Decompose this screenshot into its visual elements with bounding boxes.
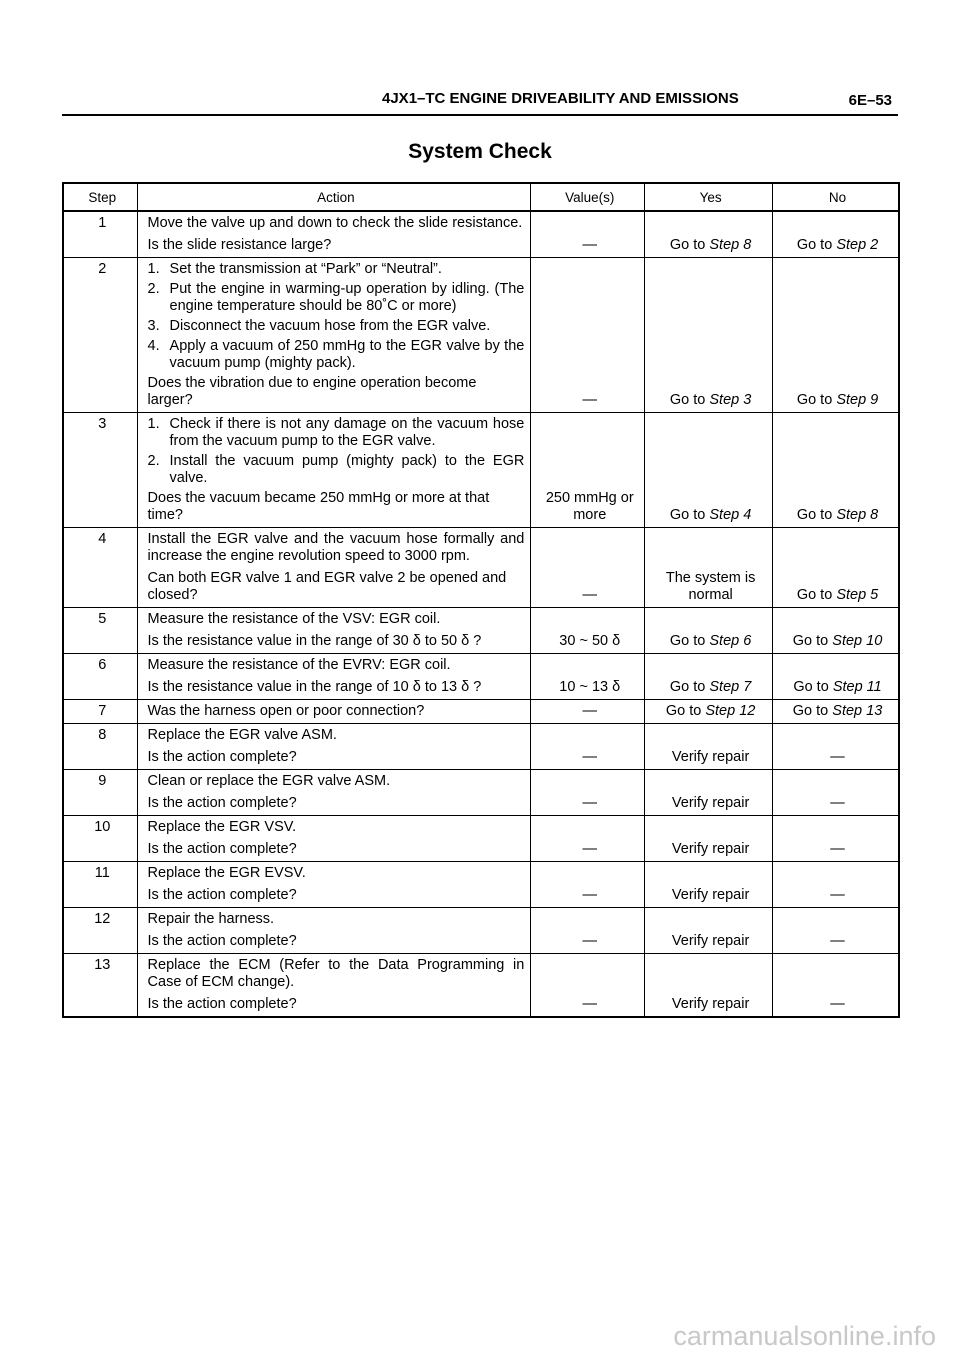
action-list-item [148, 338, 525, 372]
value-cell: — [531, 770, 645, 816]
step-number: 12 [63, 908, 137, 954]
table-row [63, 608, 899, 654]
no-cell [773, 413, 899, 528]
no-cell [773, 528, 899, 608]
list-text: Apply a vacuum of 250 mmHg to the EGR valve by the vacuum pump (mighty pack). [169, 338, 525, 371]
step-number: 7 [63, 700, 137, 724]
step-number: 1 [63, 211, 137, 258]
action-paragraph: Repair the harness. [147, 911, 275, 927]
no-text: Go to [792, 703, 833, 719]
action-cell [137, 908, 531, 954]
table-row [63, 816, 899, 862]
action-question: Is the action complete? [147, 996, 297, 1012]
action-list-item [148, 453, 525, 487]
col-action: Action [137, 183, 531, 211]
yes-text: Go to [669, 237, 710, 253]
table-row [63, 724, 899, 770]
yes-cell [645, 700, 773, 724]
action-question: Does the vibration due to engine operation become larger? [147, 375, 477, 408]
action-list-item [148, 318, 525, 335]
action-question: Does the vacuum became 250 mmHg or more at that time? [147, 490, 490, 523]
yes-text: Go to [669, 633, 710, 649]
header-rule [62, 114, 898, 116]
action-list-item [148, 261, 525, 278]
action-question: Is the slide resistance large? [147, 237, 332, 253]
system-check-table [62, 182, 900, 1018]
no-text: Go to [792, 633, 833, 649]
value-cell: — [531, 724, 645, 770]
page-number: 6E–53 [848, 92, 892, 109]
no-cell [773, 258, 899, 413]
yes-cell [645, 211, 773, 258]
action-cell [137, 211, 531, 258]
no-cell [773, 908, 899, 954]
table-row [63, 654, 899, 700]
page-header [62, 88, 898, 116]
step-number: 3 [63, 413, 137, 528]
step-number: 9 [63, 770, 137, 816]
yes-step-ref: Step 4 [709, 507, 752, 523]
value-cell: — [531, 700, 645, 724]
yes-text: The system is normal [665, 570, 756, 603]
action-question: Is the resistance value in the range of 10 δ to 13 δ ? [147, 679, 482, 695]
list-text: Check if there is not any damage on the vacuum hose from the vacuum pump to the EGR valve. [169, 416, 525, 449]
action-paragraph: Replace the EGR valve ASM. [147, 727, 337, 743]
step-number: 4 [63, 528, 137, 608]
action-cell [137, 816, 531, 862]
action-paragraph: Install the EGR valve and the vacuum hose formally and increase the engine revolution speed to 3000 rpm. [147, 531, 525, 564]
no-cell [773, 211, 899, 258]
no-text: Go to [793, 679, 833, 695]
action-cell [137, 862, 531, 908]
col-step: Step [63, 183, 137, 211]
yes-text: Verify repair [671, 996, 750, 1012]
table-row [63, 770, 899, 816]
value-cell: — [531, 528, 645, 608]
no-step-ref: Step 11 [832, 679, 882, 695]
action-question: Is the action complete? [147, 841, 297, 857]
no-step-ref: Step 9 [836, 392, 879, 408]
yes-step-ref: Step 7 [709, 679, 752, 695]
yes-cell [645, 954, 773, 1018]
table-row [63, 413, 899, 528]
table-row [63, 258, 899, 413]
action-question: Can both EGR valve 1 and EGR valve 2 be opened and closed? [147, 570, 507, 603]
value-cell: — [531, 258, 645, 413]
yes-cell [645, 258, 773, 413]
action-list-item [148, 416, 525, 450]
step-number: 6 [63, 654, 137, 700]
list-text: Set the transmission at “Park” or “Neutral”. [169, 261, 442, 277]
value-cell: 10 ~ 13 δ [531, 654, 645, 700]
yes-cell [645, 608, 773, 654]
list-text: Put the engine in warming-up operation by idling. (The engine temperature should be 80˚C or more) [169, 281, 525, 314]
yes-text: Go to [669, 507, 710, 523]
value-cell: — [531, 954, 645, 1018]
no-step-ref: Step 10 [832, 633, 883, 649]
yes-text: Go to [669, 679, 710, 695]
list-number: 3. [147, 318, 160, 334]
yes-cell [645, 528, 773, 608]
yes-text: Verify repair [671, 841, 750, 857]
action-question: Is the action complete? [147, 795, 297, 811]
no-step-ref: Step 8 [836, 507, 879, 523]
no-cell [773, 700, 899, 724]
no-text: — [830, 996, 845, 1012]
list-number: 2. [147, 281, 160, 297]
value-cell: 250 mmHg or more [531, 413, 645, 528]
action-paragraph: Replace the EGR EVSV. [147, 865, 306, 881]
list-number: 2. [147, 453, 160, 469]
table-row [63, 211, 899, 258]
action-list-item [148, 281, 525, 315]
action-question: Is the resistance value in the range of 30 δ to 50 δ ? [147, 633, 482, 649]
no-cell [773, 862, 899, 908]
action-question: Is the action complete? [147, 933, 297, 949]
yes-step-ref: Step 12 [705, 703, 756, 719]
watermark: carmanualsonline.info [673, 1321, 936, 1351]
no-step-ref: Step 2 [836, 237, 879, 253]
no-text: — [830, 887, 845, 903]
action-cell [137, 954, 531, 1018]
yes-text: Go to [669, 392, 710, 408]
step-number: 13 [63, 954, 137, 1018]
no-cell [773, 816, 899, 862]
step-number: 5 [63, 608, 137, 654]
no-text: — [830, 749, 845, 765]
no-cell [773, 608, 899, 654]
list-text: Install the vacuum pump (mighty pack) to the EGR valve. [169, 453, 525, 486]
step-number: 11 [63, 862, 137, 908]
no-step-ref: Step 13 [832, 703, 883, 719]
col-values: Value(s) [531, 183, 645, 211]
no-text: — [830, 795, 845, 811]
yes-step-ref: Step 8 [709, 237, 752, 253]
value-cell: — [531, 862, 645, 908]
yes-step-ref: Step 6 [709, 633, 752, 649]
yes-cell [645, 908, 773, 954]
table-row [63, 862, 899, 908]
action-paragraph: Measure the resistance of the VSV: EGR coil. [147, 611, 441, 627]
yes-text: Verify repair [671, 795, 750, 811]
page-title: System Check [408, 140, 552, 163]
table-row [63, 700, 899, 724]
header-title: 4JX1–TC ENGINE DRIVEABILITY AND EMISSIONS [382, 90, 739, 107]
action-cell [137, 724, 531, 770]
action-paragraph: Replace the EGR VSV. [147, 819, 297, 835]
no-cell [773, 654, 899, 700]
value-cell: 30 ~ 50 δ [531, 608, 645, 654]
action-paragraph: Measure the resistance of the EVRV: EGR coil. [147, 657, 451, 673]
table-header-row [63, 183, 899, 211]
no-step-ref: Step 5 [836, 587, 879, 603]
no-text: — [830, 841, 845, 857]
table-row [63, 954, 899, 1018]
action-paragraph: Clean or replace the EGR valve ASM. [147, 773, 391, 789]
yes-text: Go to [665, 703, 706, 719]
yes-cell [645, 770, 773, 816]
col-no: No [773, 183, 899, 211]
yes-cell [645, 862, 773, 908]
action-cell [137, 700, 531, 724]
yes-step-ref: Step 3 [709, 392, 752, 408]
step-number: 2 [63, 258, 137, 413]
action-cell [137, 258, 531, 413]
action-cell [137, 413, 531, 528]
action-question: Was the harness open or poor connection? [147, 703, 425, 719]
no-text: Go to [796, 587, 837, 603]
action-paragraph: Replace the ECM (Refer to the Data Programming in Case of ECM change). [147, 957, 525, 990]
no-text: Go to [796, 507, 837, 523]
table-row [63, 908, 899, 954]
value-cell: — [531, 908, 645, 954]
col-yes: Yes [645, 183, 773, 211]
value-cell: — [531, 211, 645, 258]
yes-text: Verify repair [671, 749, 750, 765]
no-cell [773, 724, 899, 770]
no-cell [773, 954, 899, 1018]
yes-cell [645, 413, 773, 528]
action-cell [137, 528, 531, 608]
action-paragraph: Move the valve up and down to check the slide resistance. [147, 215, 523, 231]
yes-text: Verify repair [671, 887, 750, 903]
list-text: Disconnect the vacuum hose from the EGR valve. [169, 318, 491, 334]
step-number: 10 [63, 816, 137, 862]
action-cell [137, 770, 531, 816]
value-cell: — [531, 816, 645, 862]
action-cell [137, 654, 531, 700]
no-text: Go to [796, 392, 837, 408]
list-number: 4. [147, 338, 160, 354]
yes-cell [645, 654, 773, 700]
action-cell [137, 608, 531, 654]
list-number: 1. [147, 261, 160, 277]
action-question: Is the action complete? [147, 749, 297, 765]
yes-text: Verify repair [671, 933, 750, 949]
yes-cell [645, 816, 773, 862]
no-text: Go to [796, 237, 837, 253]
action-question: Is the action complete? [147, 887, 297, 903]
list-number: 1. [147, 416, 160, 432]
step-number: 8 [63, 724, 137, 770]
table-row [63, 528, 899, 608]
no-cell [773, 770, 899, 816]
yes-cell [645, 724, 773, 770]
no-text: — [830, 933, 845, 949]
